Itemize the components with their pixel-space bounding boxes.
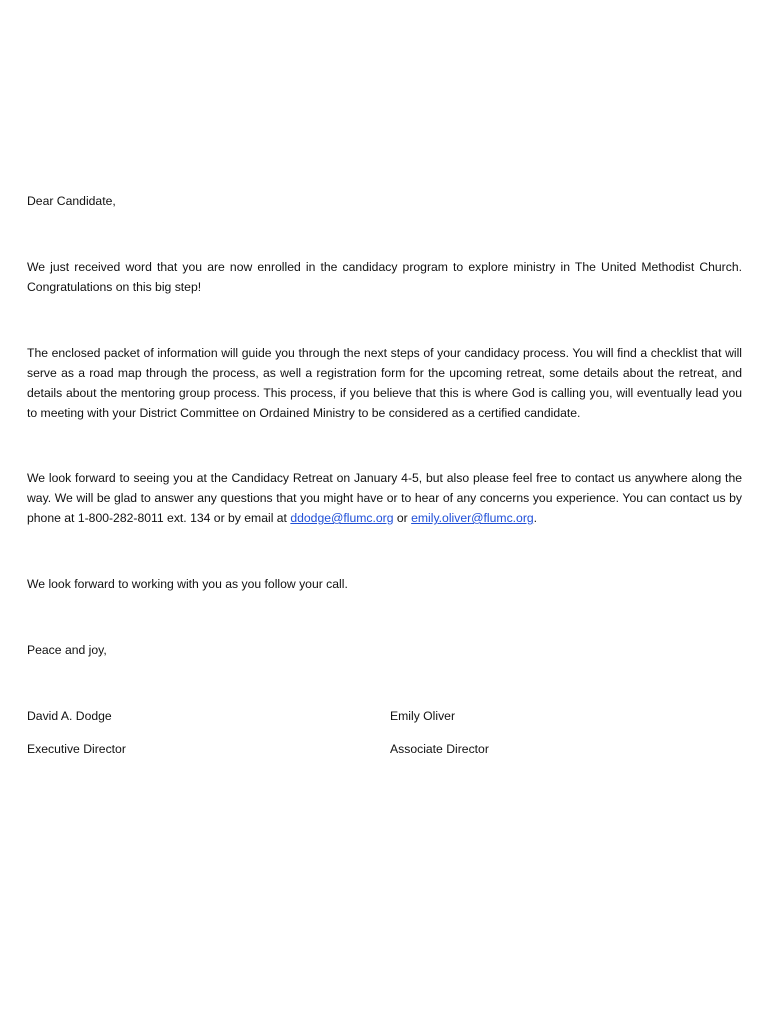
- signatory-name: David A. Dodge: [27, 709, 112, 723]
- email-link-emily-oliver[interactable]: emily.oliver@flumc.org: [411, 511, 534, 525]
- contact-text-after: .: [533, 511, 538, 525]
- contact-text-between: or: [393, 511, 412, 525]
- email-link-ddodge[interactable]: ddodge@flumc.org: [290, 511, 394, 525]
- signature-block-oliver: [390, 706, 690, 759]
- paragraph-enrollment: We just received word that you are now enrolled in the candidacy program to explore ministry in The United Methodist Church. Congratulations on this big step!: [27, 260, 742, 294]
- paragraph-packet: The enclosed packet of information will guide you through the next steps of your candidacy process. You will find a checklist that will serve as a road map through the process, as well a registration form for the upcoming retreat, some details about the retreat, and details about the mentoring group process. This process, if you believe that this is where God is calling you, will eventually lead you to meeting with your District Committee on Ordained Ministry to be considered as a certified candidate.: [27, 346, 742, 420]
- closing-line: We look forward to working with you as you follow your call.: [27, 577, 348, 591]
- signature-block-dodge: [27, 706, 327, 759]
- signatory-title: Associate Director: [390, 742, 489, 756]
- contact-text-before: We look forward to seeing you at the Candidacy Retreat on January 4-5, but also please feel free to contact us anywhere along the way. We will be glad to answer any questions that you might have or to hear of any concerns you experience. You can contact us by phone at 1-800-282-8011 ext. 134 or by email at: [27, 471, 742, 525]
- letter-page: [27, 0, 742, 1024]
- paragraph-contact: [27, 468, 742, 528]
- valediction: Peace and joy,: [27, 643, 107, 657]
- signatory-title: Executive Director: [27, 742, 126, 756]
- salutation: Dear Candidate,: [27, 194, 116, 208]
- signatory-name: Emily Oliver: [390, 709, 456, 723]
